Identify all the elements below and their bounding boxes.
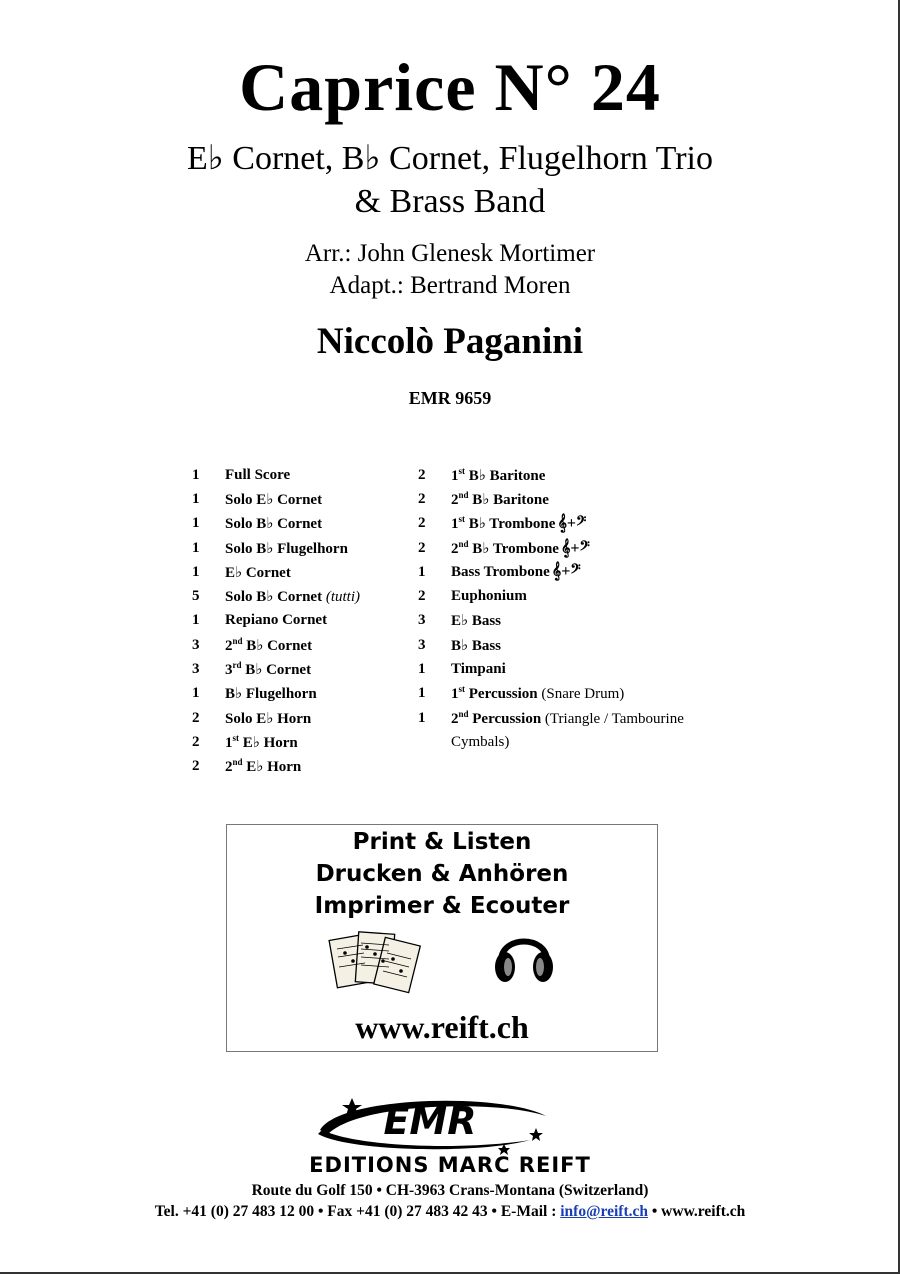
part-row (418, 633, 738, 657)
promo-url[interactable]: www.reift.ch (355, 1009, 529, 1045)
subtitle-line-1: E♭ Cornet, B♭ Cornet, Flugelhorn Trio (186, 140, 714, 177)
part-ordinal-suffix: st (458, 465, 465, 476)
part-name (225, 636, 392, 655)
composer-name: Niccolò Paganini (316, 321, 584, 362)
part-quantity: 2 (418, 490, 426, 507)
clef-icon: 𝄞+𝄢 (557, 515, 587, 533)
part-quantity: 2 (192, 733, 200, 750)
part-ordinal-suffix: nd (232, 635, 243, 646)
part-ordinal: 1 (451, 516, 459, 533)
part-name (225, 539, 392, 558)
part-instrument: B♭ Baritone (468, 467, 546, 484)
part-instrument: Timpani (451, 661, 506, 678)
part-name (451, 490, 738, 509)
part-name (225, 684, 392, 703)
part-row (192, 755, 392, 779)
part-row (418, 487, 738, 511)
part-quantity: 1 (418, 709, 426, 726)
contact-website: • www.reift.ch (648, 1203, 746, 1220)
publisher-address: Route du Golf 150 • CH-3963 Crans-Montana (Switzerland) (251, 1182, 649, 1199)
part-quantity: 1 (192, 612, 200, 629)
email-link[interactable]: info@reift.ch (560, 1203, 648, 1220)
part-row (192, 584, 392, 608)
part-quantity: 2 (418, 588, 426, 605)
part-instrument: Percussion (468, 686, 538, 703)
part-quantity: 3 (192, 661, 200, 678)
part-row (418, 609, 738, 633)
part-instrument: E♭ Cornet (225, 564, 291, 581)
part-quantity: 2 (418, 466, 426, 483)
part-row (192, 609, 392, 633)
catalog-code: EMR 9659 (408, 388, 492, 408)
part-instrument: E♭ Bass (451, 613, 502, 630)
part-row (192, 560, 392, 584)
part-row (192, 463, 392, 487)
part-row (418, 706, 738, 730)
part-quantity: 1 (192, 685, 200, 702)
part-row (192, 536, 392, 560)
subtitle-line-2: & Brass Band (354, 183, 546, 220)
part-name (451, 588, 738, 605)
part-instrument: B♭ Cornet (245, 662, 312, 679)
part-row (192, 657, 392, 681)
part-name (451, 636, 738, 655)
part-quantity: 1 (418, 661, 426, 678)
part-row (192, 633, 392, 657)
part-instrument: Full Score (225, 466, 291, 483)
part-instrument: E♭ Horn (242, 734, 298, 751)
page-title: Caprice N° 24 (239, 49, 661, 125)
part-name (451, 709, 738, 728)
part-note: (Snare Drum) (541, 686, 625, 703)
part-quantity: 2 (192, 758, 200, 775)
part-quantity: 1 (418, 563, 426, 580)
promo-line-french: Imprimer & Ecouter (314, 893, 570, 919)
part-ordinal: 3 (225, 662, 233, 679)
part-name (225, 757, 392, 776)
part-instrument: Solo B♭ Cornet (225, 516, 323, 533)
part-row (418, 536, 738, 560)
part-instrument: B♭ Trombone (472, 540, 559, 557)
part-ordinal: 2 (451, 491, 459, 508)
part-name (225, 660, 392, 679)
part-quantity: 3 (418, 636, 426, 653)
part-instrument: Euphonium (451, 588, 527, 605)
part-quantity: 2 (418, 515, 426, 532)
sheet-music-icon (327, 927, 423, 999)
part-note: (Triangle / Tambourine (544, 710, 684, 727)
adapter-credit: Adapt.: Bertrand Moren (329, 272, 571, 299)
svg-text:EMR: EMR (383, 1099, 477, 1143)
part-name (225, 709, 392, 728)
part-ordinal: 2 (225, 759, 233, 776)
part-ordinal: 1 (451, 686, 459, 703)
part-name (225, 587, 392, 606)
part-name (225, 514, 392, 533)
part-ordinal: 2 (225, 637, 233, 654)
part-quantity: 3 (418, 612, 426, 629)
part-row (192, 682, 392, 706)
parts-list-right (418, 463, 738, 754)
part-name (451, 563, 738, 581)
part-name (225, 612, 392, 629)
part-ordinal-suffix: nd (458, 489, 469, 500)
headphones-icon (491, 923, 557, 989)
part-name (451, 466, 738, 485)
part-row (418, 657, 738, 681)
part-ordinal: 1 (451, 467, 459, 484)
part-quantity: 1 (192, 539, 200, 556)
part-row (192, 730, 392, 754)
part-instrument: B♭ Baritone (472, 491, 549, 508)
part-row (192, 512, 392, 536)
part-name (225, 733, 392, 752)
part-ordinal: 2 (451, 710, 459, 727)
part-instrument: B♭ Bass (451, 637, 502, 654)
part-ordinal-suffix: st (458, 514, 465, 525)
part-instrument: E♭ Horn (246, 759, 302, 776)
part-name (225, 467, 392, 484)
part-instrument: B♭ Flugelhorn (225, 686, 317, 703)
promo-line-german: Drucken & Anhören (315, 861, 569, 887)
part-row (192, 487, 392, 511)
part-name (451, 611, 738, 630)
part-row (418, 560, 738, 584)
print-listen-box (226, 824, 658, 1052)
part-name (225, 490, 392, 509)
part-ordinal-suffix: nd (232, 757, 243, 768)
parts-list-left (192, 463, 392, 779)
part-instrument: Percussion (472, 710, 542, 727)
part-row (418, 682, 738, 706)
part-row (418, 584, 738, 608)
part-quantity: 2 (418, 539, 426, 556)
publisher-name: EDITIONS MARC REIFT (309, 1153, 591, 1177)
arranger-credit: Arr.: John Glenesk Mortimer (304, 240, 596, 267)
part-instrument: Solo B♭ Flugelhorn (225, 540, 348, 557)
part-ordinal-suffix: rd (232, 660, 242, 671)
part-instrument: Repiano Cornet (225, 612, 328, 629)
part-note: (tutti) (325, 589, 360, 606)
publisher-contact (0, 1203, 900, 1221)
part-name (451, 514, 738, 533)
part-instrument: Bass Trombone (451, 564, 550, 581)
part-row (192, 706, 392, 730)
part-quantity: 3 (192, 636, 200, 653)
part-instrument: B♭ Cornet (246, 637, 313, 654)
part-ordinal: 2 (451, 540, 459, 557)
part-row (418, 512, 738, 536)
part-ordinal: 1 (225, 734, 233, 751)
part-quantity: 1 (418, 685, 426, 702)
part-ordinal-suffix: nd (458, 708, 469, 719)
part-name (451, 684, 738, 703)
part-instrument: B♭ Trombone (468, 516, 556, 533)
part-ordinal-suffix: st (232, 732, 239, 743)
part-quantity: 1 (192, 515, 200, 532)
clef-icon: 𝄞+𝄢 (551, 563, 581, 581)
part-quantity: 1 (192, 466, 200, 483)
promo-line-english: Print & Listen (352, 829, 532, 855)
part-instrument: Solo B♭ Cornet (225, 589, 323, 606)
part-quantity: 5 (192, 588, 200, 605)
part-name (451, 661, 738, 678)
part-name (225, 563, 392, 582)
part-quantity: 2 (192, 709, 200, 726)
part-quantity: 1 (192, 490, 200, 507)
part-ordinal-suffix: nd (458, 538, 469, 549)
emr-logo (300, 1090, 560, 1158)
part-instrument: Solo E♭ Horn (225, 710, 312, 727)
part-ordinal-suffix: st (458, 684, 465, 695)
part-row (418, 463, 738, 487)
part-note-continued: Cymbals) (451, 733, 510, 750)
part-name (451, 539, 738, 558)
clef-icon: 𝄞+𝄢 (560, 539, 590, 557)
part-quantity: 1 (192, 563, 200, 580)
part-instrument: Solo E♭ Cornet (225, 491, 323, 508)
contact-phone-fax: Tel. +41 (0) 27 483 12 00 • Fax +41 (0) 27 483 42 43 • E-Mail : (154, 1203, 561, 1220)
